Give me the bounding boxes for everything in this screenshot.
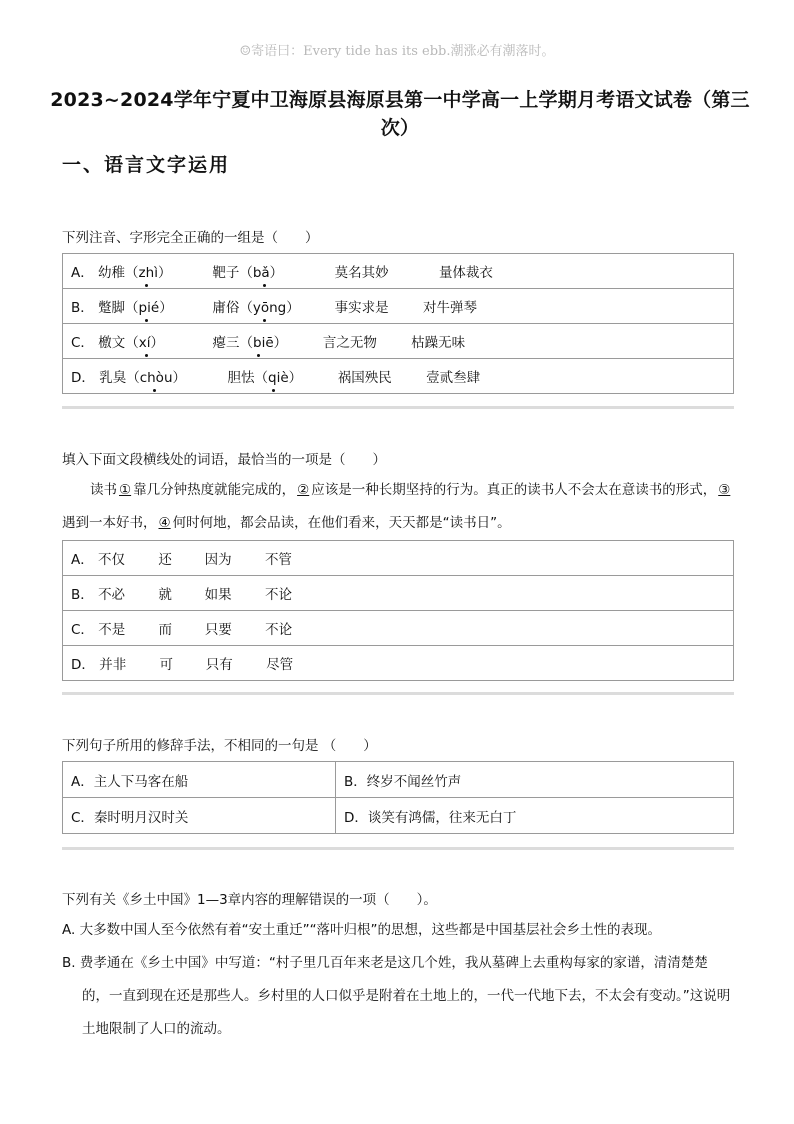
question-4-stem: 下列有关《乡土中国》1—3章内容的理解错误的一项（ ）。 <box>62 892 437 908</box>
option-word: 乳臭（chòu） <box>99 366 209 386</box>
option-label: C． <box>71 335 94 351</box>
option-cell[interactable]: C．秦时明月汉时关 <box>63 798 336 834</box>
option-cell[interactable]: A．主人下马客在船 <box>63 762 336 798</box>
question-2-passage: 读书 ① 靠几分钟热度就能完成的， ② 应该是一种长期坚持的行为。真正的读书人不会太在意读书的形式， ③遇到一本好书， ④ 何时何地，都会品读，在他们看来，天天都是“读书日”。 <box>62 482 731 531</box>
divider <box>62 692 734 695</box>
option-b[interactable]: B. 费孝通在《乡土中国》中写道：“村子里几百年来老是这几个姓，我从墓碑上去重构每家的家谱，清清楚楚的，一直到现在还是那些人。乡村里的人口似乎是附着在土地上的，一代一代地下去，不太会有变动。”这说明土地限制了人口的流动。 <box>62 955 731 1037</box>
section-heading: 一、语言文字运用 <box>62 154 231 176</box>
option-label: A． <box>71 265 94 281</box>
option-row[interactable] <box>63 646 734 681</box>
option-word: 还 <box>158 552 172 568</box>
option-row[interactable] <box>63 254 734 289</box>
divider <box>62 406 734 409</box>
option-word: 事实求是 <box>334 300 389 316</box>
option-word: 祸国殃民 <box>337 370 392 386</box>
option-word: 言之无物 <box>322 335 377 351</box>
option-word: 檄文（xí） <box>98 331 194 351</box>
question-1-stem: 下列注音、字形完全正确的一组是（ ） <box>62 230 319 246</box>
option-word: 靶子（bǎ） <box>212 261 316 281</box>
page-title: 2023~2024学年宁夏中卫海原县海原县第一中学高一上学期月考语文试卷（第三次） <box>50 89 750 139</box>
option-word: 莫名其妙 <box>334 265 389 281</box>
option-row[interactable] <box>63 541 734 576</box>
option-word: 壹贰叁肆 <box>426 370 481 386</box>
blank-2: ② <box>297 482 310 498</box>
option-a[interactable]: A. 大多数中国人至今依然有着“安土重迁”“落叶归根”的思想，这些都是中国基层社会乡土性的表现。 <box>62 922 662 938</box>
question-2-options <box>62 540 734 681</box>
option-cell[interactable]: B．终岁不闻丝竹声 <box>336 762 734 798</box>
option-word: 不必 <box>98 587 126 603</box>
option-word: 就 <box>158 587 172 603</box>
option-word: 胆怯（qiè） <box>228 366 320 386</box>
option-word: 对牛弹琴 <box>422 300 477 316</box>
option-label: D． <box>71 657 95 673</box>
option-row[interactable] <box>63 289 734 324</box>
question-4-options <box>62 914 734 1046</box>
option-row[interactable] <box>63 576 734 611</box>
option-label: B． <box>71 300 94 316</box>
option-word: 并非 <box>99 657 127 673</box>
option-word: 不论 <box>265 622 293 638</box>
option-word: 不论 <box>264 587 292 603</box>
option-row[interactable] <box>63 324 734 359</box>
blank-1: ① <box>119 482 132 498</box>
option-word: 因为 <box>204 552 232 568</box>
blank-4: ④ <box>158 515 171 531</box>
option-word: 不管 <box>264 552 292 568</box>
option-word: 蹩脚（pié） <box>98 296 194 316</box>
watermark: ☺寄语曰：Every tide has its ebb.潮涨必有潮落时。 <box>239 44 555 59</box>
option-word: 只要 <box>204 622 232 638</box>
option-word: 只有 <box>205 657 233 673</box>
option-word: 庸俗（yōng） <box>212 296 316 316</box>
option-word: 不仅 <box>98 552 126 568</box>
option-word: 尽管 <box>266 657 294 673</box>
option-label: D． <box>71 370 95 386</box>
option-word: 量体裁衣 <box>438 265 493 281</box>
option-row[interactable] <box>63 611 734 646</box>
option-word: 瘪三（biē） <box>213 331 305 351</box>
question-3-options <box>62 761 734 834</box>
option-word: 可 <box>159 657 173 673</box>
option-word: 幼稚（zhì） <box>98 261 194 281</box>
option-word: 而 <box>158 622 173 638</box>
option-word: 枯躁无味 <box>411 335 466 351</box>
question-3-stem: 下列句子所用的修辞手法，不相同的一句是 （ ） <box>62 738 377 754</box>
option-label: B． <box>71 587 94 603</box>
option-word: 不是 <box>98 622 126 638</box>
divider <box>62 847 734 850</box>
question-2-stem: 填入下面文段横线处的词语，最恰当的一项是（ ） <box>62 452 386 468</box>
option-row[interactable] <box>63 359 734 394</box>
option-cell[interactable]: D．谈笑有鸿儒，往来无白丁 <box>336 798 734 834</box>
option-label: A． <box>71 552 94 568</box>
option-label: C． <box>71 622 94 638</box>
option-word: 如果 <box>204 587 232 603</box>
question-1-options <box>62 253 734 394</box>
blank-3: ③ <box>718 482 731 498</box>
